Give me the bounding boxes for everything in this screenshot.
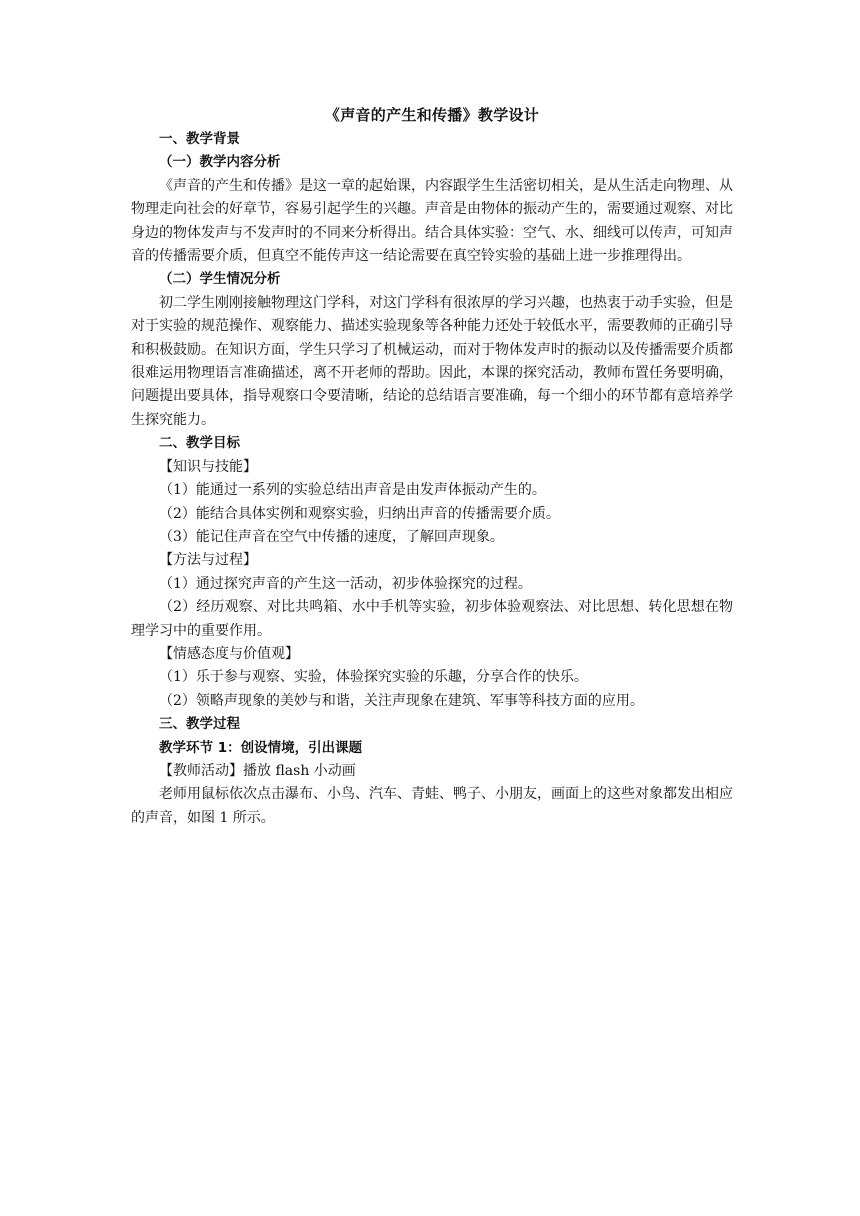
- objective-heading-method: 【方法与过程】: [159, 552, 257, 569]
- document-title: 《声音的产生和传播》教学设计: [324, 106, 540, 124]
- objective-item: （1）通过探究声音的产生这一活动，初步体验探究的过程。: [159, 575, 532, 592]
- objective-item: （2）领略声现象的美妙与和谐，关注声现象在建筑、军事等科技方面的应用。: [159, 692, 644, 709]
- teacher-activity: 【教师活动】播放 flash 小动画: [159, 762, 356, 779]
- section-heading-background: 一、教学背景: [159, 131, 240, 147]
- subsection-heading-content-analysis: （一）教学内容分析: [159, 154, 281, 171]
- objective-heading-emotion: 【情感态度与价值观】: [159, 645, 299, 662]
- objective-item: （3）能记住声音在空气中传播的速度，了解回声现象。: [159, 528, 504, 545]
- paragraph-content-analysis: 《声音的产生和传播》是这一章的起始课，内容跟学生生活密切相关，是从生活走向物理、从物理走向社会的好章节，容易引起学生的兴趣。声音是由物体的振动产生的，需要通过观察、对比身边的物体发声与不发声时的不同来分析得出。结合具体实验：空气、水、细线可以传声，可知声音的传播需要介质，但真空不能传声这一结论需要在真空铃实验的基础上进一步推理得出。: [131, 177, 733, 265]
- step-heading: 教学环节 1：创设情境，引出课题: [159, 739, 363, 756]
- objective-item: （1）乐于参与观察、实验，体验探究实验的乐趣，分享合作的快乐。: [159, 669, 588, 686]
- section-heading-process: 三、教学过程: [159, 716, 240, 733]
- paragraph-student-analysis: 初二学生刚刚接触物理这门学科，对这门学科有很浓厚的学习兴趣，也热衷于动手实验，但是对于实验的规范操作、观察能力、描述实验现象等各种能力还处于较低水平，需要教师的正确引导和积极鼓励。在知识方面，学生只学习了机械运动，而对于物体发声时的振动以及传播需要介质都很难运用物理语言准确描述，离不开老师的帮助。因此，本课的探究活动，教师布置任务要明确，问题提出要具体，指导观察口令要清晰，结论的总结语言要准确，每一个细小的环节都有意培养学生探究能力。: [131, 294, 733, 428]
- objective-item: （2）经历观察、对比共鸣箱、水中手机等实验，初步体验观察法、对比思想、转化思想在物理学习中的重要作用。: [131, 599, 733, 639]
- objective-heading-knowledge: 【知识与技能】: [159, 458, 257, 475]
- objective-item: （2）能结合具体实例和观察实验，归纳出声音的传播需要介质。: [159, 505, 560, 522]
- objective-item: （1）能通过一系列的实验总结出声音是由发声体振动产生的。: [159, 482, 546, 499]
- paragraph-step1: 老师用鼠标依次点击瀑布、小鸟、汽车、青蛙、鸭子、小朋友，画面上的这些对象都发出相应的声音，如图 1 所示。: [131, 786, 733, 826]
- section-heading-objectives: 二、教学目标: [159, 435, 240, 452]
- subsection-heading-student-analysis: （二）学生情况分析: [159, 271, 281, 288]
- document-page: [131, 104, 733, 830]
